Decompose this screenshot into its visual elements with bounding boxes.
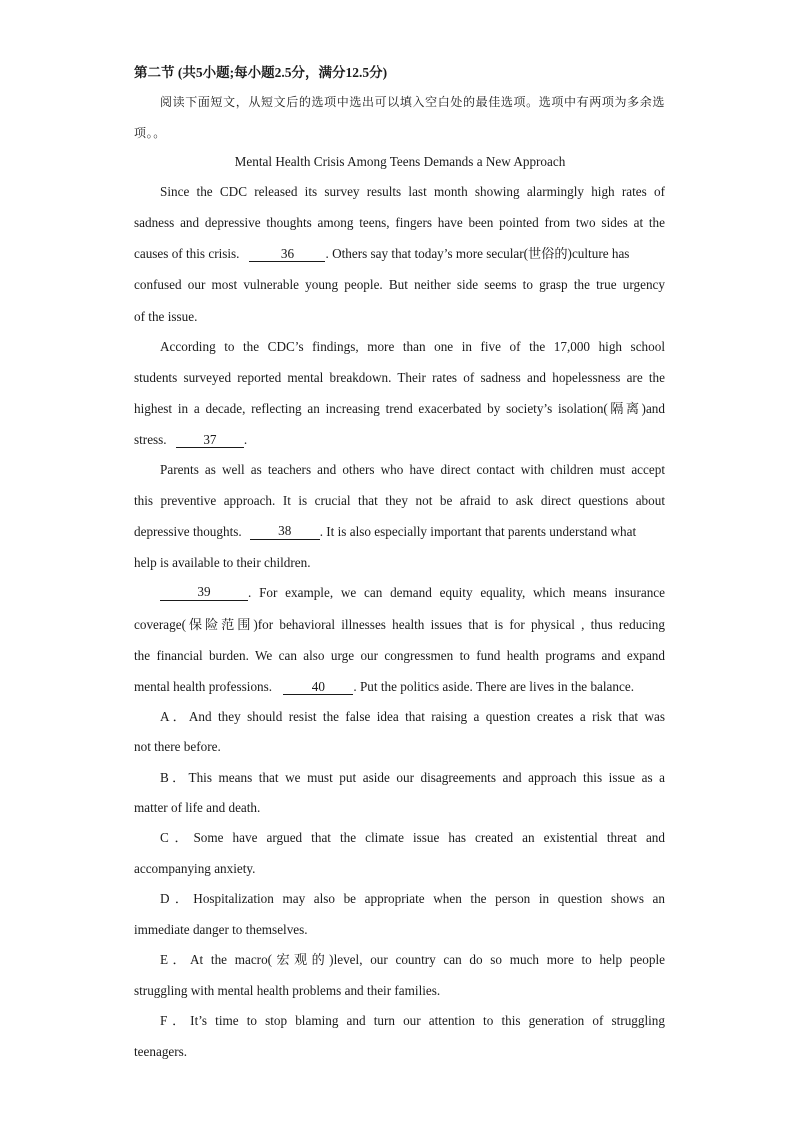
p1-line-3 bbox=[134, 246, 665, 262]
p3-line-2: this preventive approach. It is crucial that they not be afraid to ask direct questions about bbox=[134, 493, 665, 508]
p4-line-1-end: . For example, we can demand equity equality, which means insurance bbox=[248, 585, 665, 600]
p4-line-2: coverage(保险范围)for behavioral illnesses health issues that is for physical , thus reducing bbox=[134, 617, 665, 632]
blank-36[interactable]: 36 bbox=[249, 247, 325, 262]
option-c-line-1: C．Some have argued that the climate issue has created an existential threat and bbox=[160, 830, 665, 845]
p1-line-4: confused our most vulnerable young people. But neither side seems to grasp the true urgency bbox=[134, 277, 665, 292]
p3-line-1: Parents as well as teachers and others who have direct contact with children must accept bbox=[160, 462, 665, 477]
section-header: 第二节 (共5小题;每小题2.5分，满分12.5分) bbox=[134, 65, 388, 80]
option-f-line-1: F．It’s time to stop blaming and turn our attention to this generation of struggling bbox=[160, 1013, 665, 1028]
blank-39[interactable]: 39 bbox=[160, 585, 248, 601]
p3-line-3-end: . It is also especially important that parents understand what bbox=[319, 524, 637, 539]
p4-line-4-start: mental health professions. bbox=[134, 679, 273, 694]
p2-line-4-end: . bbox=[243, 432, 248, 447]
p4-line-3: the financial burden. We can also urge our congressmen to fund health programs and expand bbox=[134, 648, 665, 663]
p2-line-1: According to the CDC’s findings, more than one in five of the 17,000 high school bbox=[160, 339, 665, 354]
option-a-line-1: A．And they should resist the false idea that raising a question creates a risk that was bbox=[160, 709, 665, 724]
p3-line-3-start: depressive thoughts. bbox=[134, 524, 242, 539]
p3-line-4: help is available to their children. bbox=[134, 555, 311, 570]
p2-line-3: highest in a decade, reflecting an increasing trend exacerbated by society’s isolation(隔离)and bbox=[134, 401, 665, 416]
p1-line-5: of the issue. bbox=[134, 309, 198, 324]
p1-line-3-end: . Others say that today’s more secular(世俗的)culture has bbox=[325, 246, 630, 261]
p4-line-1 bbox=[160, 585, 665, 601]
option-d-line-2: immediate danger to themselves. bbox=[134, 922, 308, 937]
option-c-line-2: accompanying anxiety. bbox=[134, 861, 256, 876]
p1-line-3-start: causes of this crisis. bbox=[134, 246, 240, 261]
instructions-line-1: 阅读下面短文，从短文后的选项中选出可以填入空白处的最佳选项。选项中有两项为多余选 bbox=[160, 95, 665, 109]
p1-line-1: Since the CDC released its survey results last month showing alarmingly high rates of bbox=[160, 184, 665, 199]
instructions-line-2: 项。。 bbox=[134, 126, 166, 140]
option-a-line-2: not there before. bbox=[134, 739, 221, 754]
blank-40[interactable]: 40 bbox=[283, 680, 353, 695]
p2-line-4-start: stress. bbox=[134, 432, 167, 447]
p4-line-4-end: . Put the politics aside. There are lives in the balance. bbox=[353, 679, 635, 694]
blank-37[interactable]: 37 bbox=[176, 433, 244, 448]
p1-line-2: sadness and depressive thoughts among teens, fingers have been pointed from two sides at the bbox=[134, 215, 665, 230]
option-b-line-2: matter of life and death. bbox=[134, 800, 261, 815]
p3-line-3 bbox=[134, 524, 665, 540]
option-f-line-2: teenagers. bbox=[134, 1044, 188, 1059]
option-e-line-2: struggling with mental health problems and their families. bbox=[134, 983, 441, 998]
p2-line-4 bbox=[134, 432, 247, 448]
option-d-line-1: D．Hospitalization may also be appropriate when the person in question shows an bbox=[160, 891, 665, 906]
passage-title: Mental Health Crisis Among Teens Demands a New Approach bbox=[234, 154, 566, 169]
p2-line-2: students surveyed reported mental breakdown. Their rates of sadness and hopelessness are the bbox=[134, 370, 665, 385]
blank-38[interactable]: 38 bbox=[250, 524, 320, 540]
p4-line-4 bbox=[134, 679, 634, 695]
option-e-line-1: E．At the macro(宏观的)level, our country can do so much more to help people bbox=[160, 952, 665, 967]
option-b-line-1: B．This means that we must put aside our disagreements and approach this issue as a bbox=[160, 770, 665, 785]
